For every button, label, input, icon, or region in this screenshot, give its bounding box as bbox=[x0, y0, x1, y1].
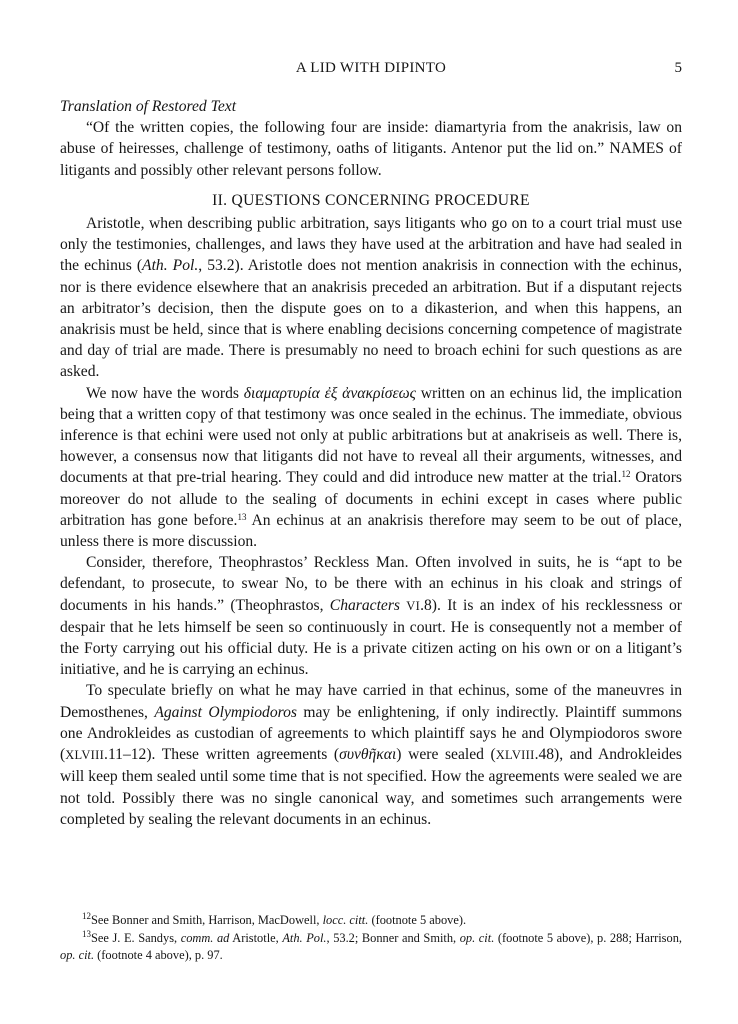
paragraph-reckless-man bbox=[60, 552, 682, 680]
text-span: , 53.2). Aristotle does not mention anakrisis in connection with the echinus, nor is there evidence elsewhere that an anakrisis preceded an arbitration. But if a disputant rejects an arbitrator’s decision, then the dispute goes on to a dikasterion, and when this happens, an anakrisis must be held, since that is where enabling decisions concerning competence of magistrate and day of trial are made. There is presumably no need to broach echini for such questions as are asked. bbox=[60, 257, 682, 381]
footnote-12 bbox=[60, 912, 682, 930]
greek-phrase: συνθῆκαι bbox=[339, 746, 397, 764]
paragraph-olympiodoros bbox=[60, 680, 682, 829]
text-span: Orators moreover do not allude to the sealing of documents in echini except in cases where public arbitration has gone before. bbox=[60, 469, 682, 529]
citation: Ath. Pol. bbox=[282, 930, 327, 945]
text-span: Aristotle, bbox=[229, 930, 283, 945]
text-span: We now have the words bbox=[86, 384, 244, 402]
text-span: See J. E. Sandys, bbox=[91, 930, 181, 945]
page-number: 5 bbox=[674, 60, 682, 76]
section-heading: II. QUESTIONS CONCERNING PROCEDURE bbox=[212, 191, 530, 209]
footnotes bbox=[60, 912, 682, 965]
text-span: .8). It is an index of his recklessness or despair that he lets himself be seen so continuously in court. He is consequently not a member of the Forty carrying out his official duty. He is a private citizen acting on his own or on a litigant’s initiative, and he is carrying an echinus. bbox=[60, 596, 682, 679]
text-span: .11–12). These written agreements ( bbox=[104, 746, 340, 764]
small-caps-ref: VI bbox=[406, 598, 421, 613]
text-span: (footnote 4 above), p. 97. bbox=[94, 948, 223, 962]
footnote-ref-13[interactable]: 13 bbox=[237, 511, 247, 522]
text-span: (footnote 5 above), p. 288; Harrison, bbox=[494, 930, 682, 945]
paragraph-arbitration bbox=[60, 213, 682, 383]
citation: Characters bbox=[329, 596, 400, 614]
running-header bbox=[60, 60, 682, 80]
citation: op. cit. bbox=[459, 930, 495, 945]
citation: Ath. Pol. bbox=[142, 257, 199, 275]
greek-phrase: διαμαρτυρία ἐξ ἀνακρίσεως bbox=[243, 384, 416, 402]
footnote-13 bbox=[60, 930, 682, 965]
small-caps-ref: XLVIII bbox=[495, 748, 535, 763]
text-span: ) were sealed ( bbox=[396, 746, 496, 764]
text-span: may be enlightening, if only indirectly. Plaintiff summons one Androkleides as custodian of agreements to which plaintiff says he and Olympiodoros swore ( bbox=[60, 703, 683, 764]
footnote-number: 12 bbox=[82, 911, 91, 921]
text-span: See Bonner and Smith, Harrison, MacDowell, bbox=[91, 913, 323, 927]
translation-heading: Translation of Restored Text bbox=[60, 98, 237, 115]
small-caps-ref: XLVIII bbox=[65, 748, 105, 763]
text-span: written on an echinus lid, the implication being that a written copy of that testimony was once sealed in the echinus. The immediate, obvious inference is that echini were used not only at public arbitrations but at anakriseis as well. There is, however, a consensus now that litigants did not have to reveal all their arguments, witnesses, and documents at that pre-trial hearing. They could and did introduce new matter at the trial. bbox=[60, 384, 683, 487]
text-span: An echinus at an anakrisis therefore may seem to be out of place, unless there is more discussion. bbox=[60, 511, 683, 551]
text-span: .48), and Androkleides will keep them sealed until some time that is not specified. How the agreements were sealed we are not told. Possibly there was no single canonical way, and sometimes such arrangements were completed by sealing the relevant documents in an echinus. bbox=[60, 746, 682, 828]
citation: op. cit. bbox=[60, 948, 95, 962]
translation-paragraph: “Of the written copies, the following four are inside: diamartyria from the anakrisis, law on abuse of heiresses, challenge of testimony, oaths of litigants. Antenor put the lid on.” NAMES of litigants and possibly other relevant persons follow. bbox=[60, 119, 682, 179]
main-text bbox=[60, 96, 682, 830]
footnote-ref-12[interactable]: 12 bbox=[621, 469, 631, 480]
text-span: Consider, therefore, Theophrastos’ Reckless Man. Often involved in suits, he is “apt to be defendant, to prosecute, to swear No, to be there with an echinus in his cloak and strings of documents in his hands.” (Theophrastos, bbox=[60, 554, 682, 614]
text-span: Aristotle, when describing public arbitration, says litigants who go on to a court trial must use only the testimonies, challenges, and laws they have used at the arbitration and have had sealed in the echinus ( bbox=[60, 215, 682, 275]
citation: comm. ad bbox=[180, 930, 230, 945]
text-span: (footnote 5 above). bbox=[368, 913, 467, 927]
citation: Against Olympiodoros bbox=[154, 703, 297, 721]
citation: locc. citt. bbox=[322, 913, 369, 927]
text-span: To speculate briefly on what he may have carried in that echinus, some of the maneuvres in Demosthenes, bbox=[60, 682, 682, 721]
text-span: , 53.2; Bonner and Smith, bbox=[326, 930, 460, 945]
running-title: A LID WITH DIPINTO bbox=[295, 60, 447, 76]
footnote-number: 13 bbox=[82, 928, 91, 939]
paragraph-echinus-lid bbox=[60, 383, 682, 553]
